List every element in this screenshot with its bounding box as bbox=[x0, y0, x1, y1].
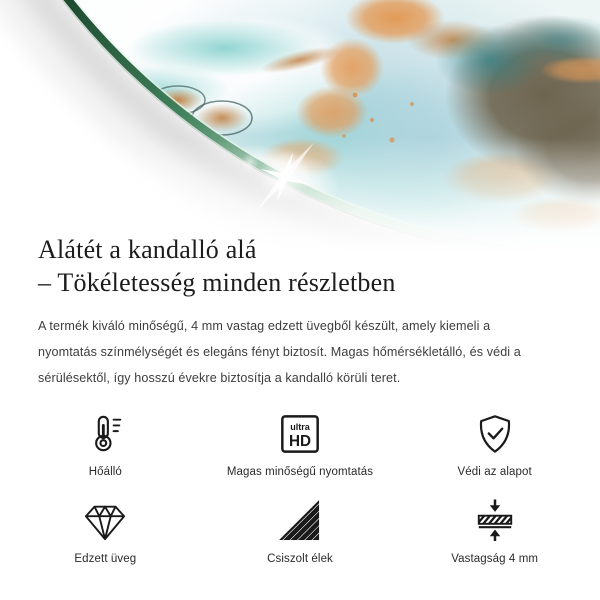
svg-text:HD: HD bbox=[288, 432, 312, 450]
feature-label: Vastagság 4 mm bbox=[451, 553, 539, 565]
feature-label: Magas minőségű nyomtatás bbox=[226, 466, 374, 478]
shield-check-icon bbox=[474, 413, 516, 455]
feature-print-quality bbox=[227, 413, 373, 478]
product-description: A termék kiváló minőségű, 4 mm vastag edzett üvegből készült, amely kiemeli a nyomtatás színmélységét és elegáns fényt biztosít. Magas hőmérsékletálló, és védi a sérülésektől, így hosszú évekre biztosítja a kandalló körüli teret. bbox=[38, 319, 521, 385]
feature-tempered-glass bbox=[74, 500, 136, 565]
page-title bbox=[38, 233, 600, 299]
polished-edges-icon bbox=[279, 500, 321, 542]
ultra-hd-icon bbox=[279, 413, 321, 455]
feature-heat-resistant bbox=[84, 413, 126, 478]
feature-label: Hőálló bbox=[88, 466, 122, 478]
feature-base-protection bbox=[458, 413, 532, 478]
feature-label: Edzett üveg bbox=[74, 553, 137, 565]
diamond-icon bbox=[82, 500, 128, 542]
features-grid bbox=[0, 413, 600, 565]
thermometer-icon bbox=[84, 413, 126, 455]
feature-label: Védi az alapot bbox=[457, 466, 532, 478]
page-title-line1: Alátét a kandalló alá bbox=[38, 235, 257, 264]
feature-polished-edges bbox=[267, 500, 333, 565]
svg-text:ultra: ultra bbox=[290, 422, 310, 433]
feature-label: Csiszolt élek bbox=[267, 553, 333, 565]
feature-thickness bbox=[451, 500, 538, 565]
thickness-icon bbox=[474, 500, 516, 542]
page-title-line2: – Tökéletesség minden részletben bbox=[38, 268, 396, 297]
